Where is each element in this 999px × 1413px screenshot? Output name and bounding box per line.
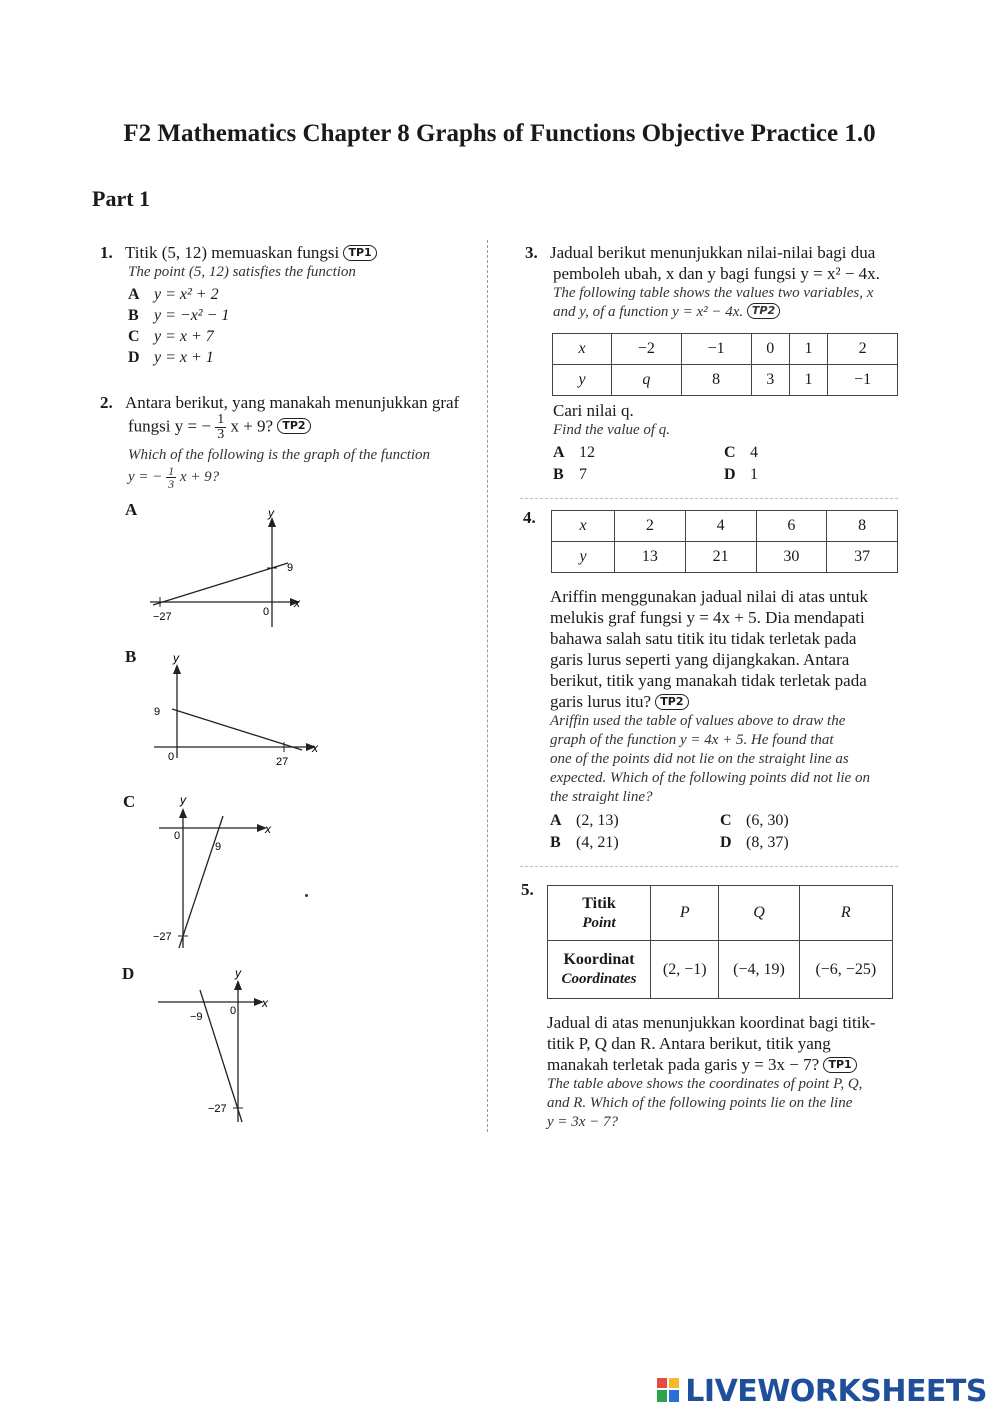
graph-a-intercept-x: −27 — [153, 611, 172, 623]
graph-b-y-label: y — [173, 651, 179, 665]
q3-text-ms-2: pemboleh ubah, x dan y bagi fungsi y = x² − 4x. — [553, 264, 880, 283]
q5-number: 5. — [521, 880, 534, 899]
graph-c-x-label: x — [265, 822, 271, 836]
q3-number: 3. — [525, 243, 538, 262]
q2-text-ms-2b: x + 9? — [230, 416, 274, 436]
graph-c-y-label: y — [180, 793, 186, 807]
graph-b-origin: 0 — [168, 751, 175, 763]
q2-text-ms-1: Antara berikut, yang manakah menunjukkan graf — [125, 393, 460, 412]
q2-text-en-2b: x + 9? — [179, 468, 220, 485]
q2-fraction-en: $\frac{1}{3}$ — [168, 464, 175, 491]
q5-text-ms-3: manakah terletak pada garis y = 3x − 7? — [547, 1055, 820, 1074]
graph-a-x-label: x — [294, 596, 300, 610]
q2-graph-a[interactable] — [140, 505, 320, 630]
q4-option-d[interactable]: D (8, 37) — [720, 834, 789, 851]
graph-c-intercept-y: −27 — [153, 931, 172, 943]
q2-graph-c[interactable] — [145, 790, 280, 952]
q5-text-ms-1: Jadual di atas menunjukkan koordinat bagi titik- — [547, 1013, 876, 1032]
q4-option-a[interactable]: A (2, 13) — [550, 812, 619, 829]
q2-tp-badge: TP2 — [277, 418, 310, 434]
q4-text-ms-4: garis lurus seperti yang dijangkakan. Antara — [550, 650, 850, 669]
question-2 — [100, 392, 459, 490]
graph-b-intercept-x: 27 — [276, 756, 289, 768]
q2-text-en-2a: y = − — [128, 468, 163, 485]
q2-fraction: $\frac{1}{3}$ — [217, 412, 225, 442]
q3-text-en-2: and y, of a function y = x² − 4x. — [553, 304, 744, 320]
q2-graph-d[interactable] — [150, 962, 280, 1127]
q1-option-c[interactable]: C y = x + 7 — [128, 328, 214, 345]
q4-text — [550, 586, 900, 807]
graph-b-x-label: x — [312, 741, 318, 755]
q4-text-en-5: the straight line? — [550, 789, 653, 805]
graph-b-intercept-y: 9 — [154, 706, 161, 718]
separator — [520, 866, 898, 867]
q1-number: 1. — [100, 243, 113, 262]
q3-ask-ms: Cari nilai q. — [553, 401, 634, 420]
q4-tp-badge: TP2 — [655, 694, 688, 710]
q5-table: Titik Point P Q R Koordinat Coordinates (2, −1) (−4, 19) (−6, −25) — [547, 885, 893, 999]
q3-ask-en: Find the value of q. — [553, 422, 671, 438]
q3-option-d[interactable]: D 1 — [724, 466, 758, 483]
graph-a-origin: 0 — [263, 606, 270, 618]
q5-tp-badge: TP1 — [823, 1057, 856, 1073]
q4-number: 4. — [523, 508, 536, 527]
q4-text-en-3: one of the points did not lie on the straight line as — [550, 751, 849, 767]
graph-d-intercept-y: −27 — [208, 1103, 227, 1115]
q2-graph-c-letter[interactable]: C — [123, 792, 136, 811]
q3-option-a[interactable]: A 12 — [553, 444, 595, 461]
q3-option-c[interactable]: C 4 — [724, 444, 758, 461]
graph-c-intercept-x: 9 — [215, 841, 222, 853]
q2-text-en-1: Which of the following is the graph of the function — [128, 447, 431, 463]
logo-icon — [657, 1377, 681, 1403]
graph-d-x-label: x — [262, 996, 268, 1010]
q2-text-ms-2a: fungsi y = − — [128, 416, 211, 436]
q3-table: x −2 −1 0 1 2 y q 8 3 1 −1 — [552, 333, 898, 396]
q5-text-en-2: and R. Which of the following points lie on the line — [547, 1095, 853, 1111]
q4-text-ms-3: bahawa salah satu titik itu tidak terletak pada — [550, 629, 857, 648]
q4-text-en-4: expected. Which of the following points did not lie on — [550, 770, 870, 786]
q5-text-ms-2: titik P, Q dan R. Antara berikut, titik yang — [547, 1034, 831, 1053]
part-heading: Part 1 — [92, 186, 151, 211]
q4-text-en-1: Ariffin used the table of values above to draw the — [550, 713, 846, 729]
q4-text-ms-5: berikut, titik yang manakah tidak terletak pada — [550, 671, 867, 690]
q4-text-en-2: graph of the function y = 4x + 5. He found that — [550, 732, 834, 748]
liveworksheets-logo — [657, 1374, 987, 1409]
q3-tp-badge: TP2 — [747, 303, 780, 319]
q2-graph-a-letter[interactable]: A — [125, 500, 138, 519]
q2-graph-b-letter[interactable]: B — [125, 647, 137, 666]
q1-option-b[interactable]: B y = −x² − 1 — [128, 307, 230, 324]
graph-a-y-label: y — [268, 506, 274, 520]
graph-d-origin: 0 — [230, 1005, 237, 1017]
q3-ask — [553, 400, 670, 440]
page-title: F2 Mathematics Chapter 8 Graphs of Functions Objective Practice 1.0 — [123, 120, 876, 147]
logo-text: LIVEWORKSHEETS — [685, 1374, 987, 1409]
column-divider — [487, 240, 488, 1132]
q3-text-en-1: The following table shows the values two variables, x — [553, 285, 874, 301]
question-1 — [100, 242, 377, 368]
q4-text-ms-6: garis lurus itu? — [550, 692, 652, 711]
q4-option-c[interactable]: C (6, 30) — [720, 812, 789, 829]
q4-table: x 2 4 6 8 y 13 21 30 37 — [551, 510, 898, 573]
q1-text-en: The point (5, 12) satisfies the function — [128, 264, 356, 280]
stray-dot — [305, 894, 308, 897]
q1-option-d[interactable]: D y = x + 1 — [128, 349, 214, 366]
question-3 — [525, 242, 905, 322]
graph-c-origin: 0 — [174, 830, 181, 842]
graph-d-y-label: y — [235, 966, 241, 980]
graph-a-intercept-y: 9 — [287, 562, 294, 574]
q4-text-ms-2: melukis graf fungsi y = 4x + 5. Dia mendapati — [550, 608, 865, 627]
q4-option-b[interactable]: B (4, 21) — [550, 834, 619, 851]
q3-option-b[interactable]: B 7 — [553, 466, 587, 483]
graph-d-intercept-x: −9 — [190, 1011, 203, 1023]
q3-text-ms-1: Jadual berikut menunjukkan nilai-nilai bagi dua — [550, 243, 876, 262]
q2-number: 2. — [100, 393, 113, 412]
q1-text-ms: Titik (5, 12) memuaskan fungsi — [125, 243, 340, 262]
q5-text — [547, 1012, 895, 1132]
q2-graph-b[interactable] — [140, 648, 330, 773]
q1-option-a[interactable]: A y = x² + 2 — [128, 286, 219, 303]
q5-text-en-1: The table above shows the coordinates of point P, Q, — [547, 1076, 863, 1092]
q4-text-ms-1: Ariffin menggunakan jadual nilai di atas untuk — [550, 587, 868, 606]
separator — [520, 498, 898, 499]
q1-tp-badge: TP1 — [343, 245, 376, 261]
q2-graph-d-letter[interactable]: D — [122, 964, 135, 983]
q5-text-en-3: y = 3x − 7? — [547, 1114, 619, 1130]
